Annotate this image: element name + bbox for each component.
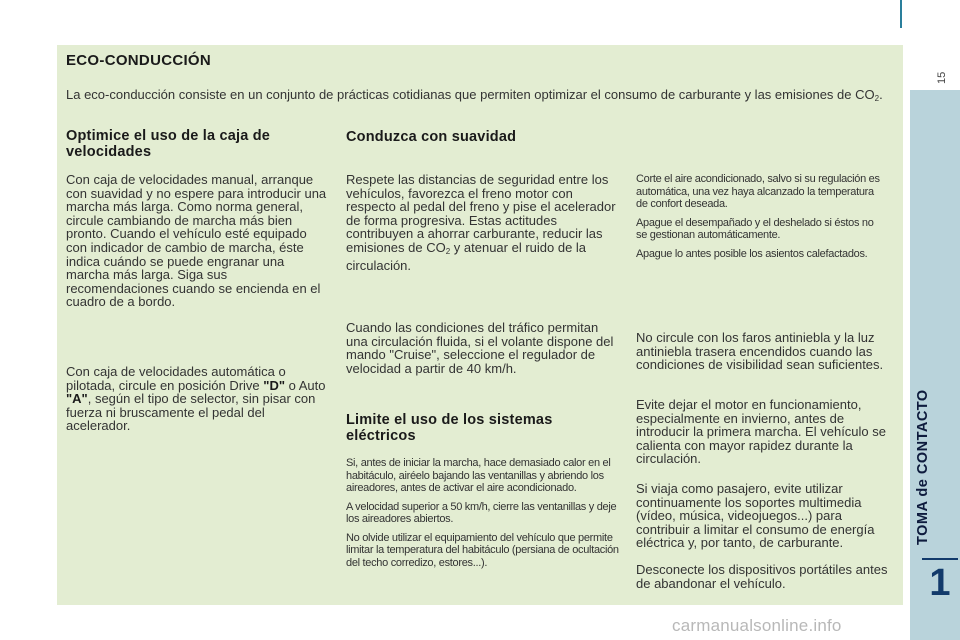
intro-paragraph: La eco-conducción consiste en un conjunto de prácticas cotidianas que permiten optimizar el consumo de carburante y las emisiones de $CO_2$. bbox=[66, 87, 883, 103]
chapter-number: 1 bbox=[929, 562, 951, 604]
electrical-tip: A velocidad superior a 50 km/h, cierre las ventanillas y deje los aireadores abiertos. bbox=[346, 500, 617, 525]
multimedia-paragraph: Si viaja como pasajero, evite utilizar continuamente los soportes multimedia (vídeo, música, videojuegos...) para contribuir a limitar el consumo de energía eléctrica y, por tanto, de carburante. bbox=[636, 481, 875, 551]
heading-smooth-driving: Conduzca con suavidad bbox=[346, 129, 517, 145]
electrical-tips-list bbox=[346, 457, 621, 575]
gearbox-automatic-paragraph: Con caja de velocidades automática o pilotada, circule en posición Drive "D" o Auto "A", según el tipo de selector, sin pisar con fuerza ni bruscamente el pedal del acelerador. bbox=[66, 364, 326, 434]
page-title: ECO-CONDUCCIÓN bbox=[66, 52, 212, 69]
watermark-text: carmanualsonline.info bbox=[672, 616, 842, 635]
electrical-tip: Si, antes de iniciar la marcha, hace demasiado calor en el habitáculo, airéelo bajando las ventanillas y abriendo los aireadores, antes de activar el aire acondicionado. bbox=[346, 457, 611, 494]
climate-tip: Corte el aire acondicionado, salvo si su regulación es automática, una vez haya alcanzado la temperatura de confort deseada. bbox=[636, 173, 880, 210]
section-label bbox=[915, 505, 931, 545]
cruise-control-paragraph: Cuando las condiciones del tráfico permitan una circulación fluida, si el volante dispone del mando "Cruise", seleccione el regulador de velocidad a partir de 40 km/h. bbox=[346, 320, 614, 376]
portable-devices-paragraph: Desconecte los dispositivos portátiles antes de abandonar el vehículo. bbox=[636, 562, 888, 591]
sidebar-divider bbox=[922, 558, 958, 560]
page-number: 15 bbox=[936, 71, 948, 84]
heading-electrical-systems: Limite el uso de los sistemas eléctricos bbox=[346, 412, 553, 444]
gearbox-manual-paragraph: Con caja de velocidades manual, arranque con suavidad y no espere para introducir una marcha más larga. Como norma general, circule cambiando de marcha más bien pronto. Cuando el vehículo esté equipado con indicador de cambio de marcha, éste indica cuándo se puede engranar una marcha más larga. Siga sus recomendaciones cuando se encienda en el cuadro de a bordo. bbox=[66, 172, 327, 310]
electrical-tip: No olvide utilizar el equipamiento del vehículo que permite limitar la temperatura del habitáculo (persiana de ocultación del techo corredizo, estores...). bbox=[346, 531, 619, 569]
engine-idle-paragraph: Evite dejar el motor en funcionamiento, especialmente en invierno, antes de introducir la primera marcha. El vehículo se calienta con mayor rapidez durante la circulación. bbox=[636, 397, 886, 467]
heading-gearbox: Optimice el uso de la caja de velocidades bbox=[66, 128, 271, 160]
climate-tips-list bbox=[636, 173, 886, 266]
climate-tip: Apague el desempañado y el deshelado si éstos no se gestionan automáticamente. bbox=[636, 216, 874, 241]
fog-lights-paragraph: No circule con los faros antiniebla y la luz antiniebla trasera encendidos cuando las condiciones de visibilidad sean suficientes. bbox=[636, 330, 884, 373]
top-accent-line bbox=[900, 0, 902, 28]
smooth-driving-paragraph: Respete las distancias de seguridad entre los vehículos, favorezca el freno motor con respecto al pedal del freno y pise el acelerador de forma progresiva. Estas actitudes contribuyen a ahorrar carburante, reducir las emisiones de $CO_2$ y atenuar el ruido de la circulación. bbox=[346, 172, 616, 273]
climate-tip: Apague lo antes posible los asientos calefactados. bbox=[636, 247, 868, 260]
